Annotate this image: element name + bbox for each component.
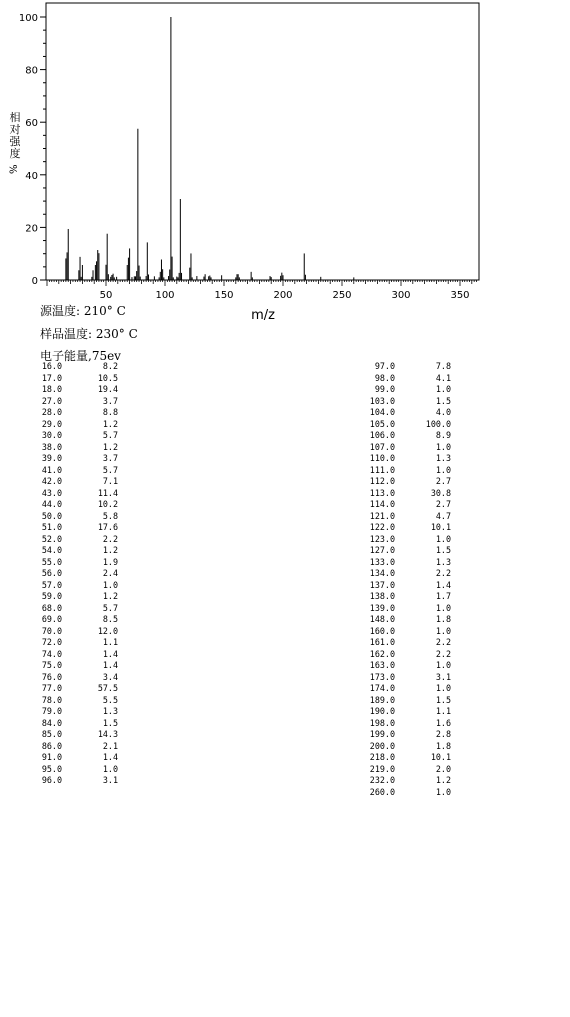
peak-abundance: 5.7	[102, 430, 118, 440]
peak-abundance: 1.3	[102, 706, 118, 716]
peak-row	[367, 637, 451, 649]
x-tick-label: 150	[214, 290, 234, 301]
peak-abundance: 1.5	[435, 545, 451, 555]
y-axis-label-char: 度	[9, 147, 21, 160]
peak-mz: 114.0	[369, 499, 395, 509]
peak-row	[34, 442, 118, 454]
peak-mz: 27.0	[41, 395, 62, 406]
peak-table-right	[367, 361, 451, 798]
peak-row	[34, 476, 118, 488]
peak-abundance: 1.5	[435, 694, 451, 705]
peak-abundance: 10.1	[430, 752, 451, 762]
peak-row	[34, 603, 118, 615]
peak-abundance: 2.7	[435, 476, 451, 486]
peak-mz: 29.0	[41, 418, 62, 429]
peak-row	[367, 706, 451, 718]
peak-abundance: 100.0	[425, 418, 451, 429]
peak-row	[367, 534, 451, 546]
source-temperature: 源温度: 210° C	[40, 304, 126, 318]
peak-mz: 51.0	[41, 522, 62, 532]
peak-mz: 162.0	[369, 648, 395, 659]
peak-mz: 198.0	[369, 717, 395, 728]
peak-abundance: 1.5	[102, 717, 118, 728]
peak-abundance: 8.5	[102, 614, 118, 624]
peak-row	[34, 522, 118, 534]
peak-abundance: 8.2	[102, 361, 118, 371]
peak-row	[34, 695, 118, 707]
peak-mz: 104.0	[369, 407, 395, 417]
peak-row	[34, 419, 118, 431]
peak-abundance: 1.4	[435, 579, 451, 590]
peak-abundance: 57.5	[97, 683, 118, 693]
peak-abundance: 1.8	[435, 740, 451, 751]
peak-row	[367, 476, 451, 488]
peak-abundance: 5.7	[102, 464, 118, 475]
peak-abundance: 3.7	[102, 395, 118, 406]
peak-row	[367, 695, 451, 707]
peak-abundance: 8.8	[102, 407, 118, 417]
peak-mz: 68.0	[41, 602, 62, 613]
peak-row	[367, 488, 451, 500]
peak-abundance: 1.0	[102, 763, 118, 774]
peak-mz: 199.0	[369, 729, 395, 739]
peak-mz: 52.0	[41, 533, 62, 544]
peak-row	[367, 522, 451, 534]
peak-mz: 160.0	[369, 625, 395, 636]
peak-row	[367, 453, 451, 465]
peak-mz: 110.0	[369, 453, 395, 463]
peak-mz: 57.0	[41, 579, 62, 590]
peak-abundance: 1.0	[435, 660, 451, 670]
peak-mz: 76.0	[41, 671, 62, 682]
peak-mz: 54.0	[41, 545, 62, 555]
y-tick-label: 20	[25, 223, 38, 235]
peak-mz: 44.0	[41, 499, 62, 509]
peak-row	[367, 660, 451, 672]
peak-abundance: 3.1	[435, 671, 451, 682]
peak-row	[34, 396, 118, 408]
x-tick-label: 50	[99, 290, 113, 301]
peak-row	[34, 499, 118, 511]
peak-mz: 218.0	[369, 752, 395, 762]
peak-mz: 75.0	[41, 660, 62, 670]
peak-mz: 112.0	[369, 476, 395, 486]
peak-mz: 74.0	[41, 648, 62, 659]
peak-abundance: 2.1	[102, 740, 118, 751]
peak-row	[367, 591, 451, 603]
peak-abundance: 30.8	[430, 487, 451, 498]
peak-row	[367, 718, 451, 730]
peak-abundance: 3.7	[102, 453, 118, 463]
peak-abundance: 4.7	[435, 510, 451, 521]
peak-abundance: 19.4	[97, 384, 118, 394]
peak-mz: 59.0	[41, 591, 62, 601]
peak-row	[367, 787, 451, 799]
peak-mz: 98.0	[374, 372, 395, 383]
peak-mz: 17.0	[41, 372, 62, 383]
peak-abundance: 2.2	[435, 568, 451, 578]
peak-mz: 50.0	[41, 510, 62, 521]
peak-abundance: 1.1	[435, 706, 451, 716]
peak-row	[367, 361, 451, 373]
peak-abundance: 10.5	[97, 372, 118, 383]
peak-mz: 111.0	[369, 464, 395, 475]
peak-abundance: 2.8	[435, 729, 451, 739]
peak-abundance: 1.0	[102, 579, 118, 590]
peak-mz: 232.0	[369, 775, 395, 785]
peak-abundance: 1.0	[435, 625, 451, 636]
peak-row	[34, 430, 118, 442]
peak-mz: 139.0	[369, 602, 395, 613]
peak-row	[367, 672, 451, 684]
peak-abundance: 1.0	[435, 786, 451, 797]
peak-mz: 127.0	[369, 545, 395, 555]
peak-mz: 77.0	[41, 683, 62, 693]
peak-abundance: 2.2	[435, 637, 451, 647]
peak-mz: 121.0	[369, 510, 395, 521]
peak-abundance: 1.0	[435, 683, 451, 693]
peak-mz: 86.0	[41, 740, 62, 751]
peak-row	[367, 407, 451, 419]
peak-row	[367, 442, 451, 454]
peak-abundance: 5.5	[102, 694, 118, 705]
peak-row	[34, 706, 118, 718]
peak-row	[367, 603, 451, 615]
peak-abundance: 3.1	[102, 775, 118, 785]
y-axis-label-char: 相	[9, 111, 21, 124]
peak-row	[34, 752, 118, 764]
peak-abundance: 1.2	[102, 545, 118, 555]
peak-row	[34, 488, 118, 500]
peak-mz: 97.0	[374, 361, 395, 371]
peak-abundance: 1.4	[102, 648, 118, 659]
peak-mz: 70.0	[41, 625, 62, 636]
peak-row	[34, 361, 118, 373]
peak-abundance: 1.1	[102, 637, 118, 647]
peak-mz: 18.0	[41, 384, 62, 394]
peak-abundance: 10.1	[430, 522, 451, 532]
peak-abundance: 1.8	[435, 614, 451, 624]
peak-mz: 16.0	[41, 361, 62, 371]
peak-row	[367, 396, 451, 408]
peak-abundance: 1.3	[435, 453, 451, 463]
peak-row	[367, 465, 451, 477]
peak-abundance: 1.3	[435, 556, 451, 567]
peak-row	[367, 568, 451, 580]
peak-mz: 122.0	[369, 522, 395, 532]
peak-abundance: 1.0	[435, 533, 451, 544]
peak-row	[367, 649, 451, 661]
peak-abundance: 1.4	[102, 752, 118, 762]
peak-abundance: 12.0	[97, 625, 118, 636]
peak-mz: 96.0	[41, 775, 62, 785]
peak-mz: 200.0	[369, 740, 395, 751]
y-axis-label-char: 对	[9, 123, 21, 136]
peak-row	[367, 373, 451, 385]
y-tick-label: 100	[18, 13, 38, 24]
peak-row	[34, 545, 118, 557]
peak-mz: 95.0	[41, 763, 62, 774]
peak-mz: 39.0	[41, 453, 62, 463]
peak-abundance: 2.7	[435, 499, 451, 509]
y-axis-label	[8, 112, 22, 178]
peak-row	[34, 764, 118, 776]
peak-row	[34, 637, 118, 649]
peak-row	[34, 407, 118, 419]
peak-mz: 219.0	[369, 763, 395, 774]
peak-row	[367, 741, 451, 753]
peak-mz: 41.0	[41, 464, 62, 475]
peak-mz: 55.0	[41, 556, 62, 567]
peak-abundance: 1.5	[435, 395, 451, 406]
chart-axes	[19, 3, 479, 301]
peak-mz: 105.0	[369, 418, 395, 429]
peak-row	[34, 534, 118, 546]
peak-mz: 173.0	[369, 671, 395, 682]
peak-row	[367, 557, 451, 569]
peak-abundance: 8.9	[435, 430, 451, 440]
peak-row	[367, 764, 451, 776]
peak-row	[34, 660, 118, 672]
peak-mz: 138.0	[369, 591, 395, 601]
peak-mz: 174.0	[369, 683, 395, 693]
peak-mz: 133.0	[369, 556, 395, 567]
plot-frame	[46, 3, 479, 280]
peak-mz: 190.0	[369, 706, 395, 716]
y-tick-label: 80	[25, 65, 38, 77]
peak-row	[34, 718, 118, 730]
peak-row	[34, 591, 118, 603]
peak-mz: 134.0	[369, 568, 395, 578]
peak-mz: 107.0	[369, 441, 395, 452]
peak-row	[367, 384, 451, 396]
x-tick-label: 250	[332, 290, 352, 301]
peak-mz: 163.0	[369, 660, 395, 670]
peak-mz: 79.0	[41, 706, 62, 716]
peak-row	[367, 545, 451, 557]
peak-mz: 161.0	[369, 637, 395, 647]
x-tick-label: 100	[155, 290, 175, 301]
peak-abundance: 1.7	[435, 591, 451, 601]
peak-row	[34, 580, 118, 592]
peak-mz: 99.0	[374, 384, 395, 394]
peak-row	[367, 511, 451, 523]
peak-row	[367, 419, 451, 431]
peak-row	[34, 453, 118, 465]
peak-row	[34, 683, 118, 695]
peak-row	[367, 683, 451, 695]
peak-row	[34, 568, 118, 580]
peak-row	[34, 741, 118, 753]
electron-energy: 电子能量,75ev	[40, 349, 121, 363]
peak-row	[34, 384, 118, 396]
peak-abundance: 7.8	[435, 361, 451, 371]
peak-abundance: 2.2	[435, 648, 451, 659]
peak-mz: 38.0	[41, 441, 62, 452]
peak-mz: 69.0	[41, 614, 62, 624]
peak-abundance: 1.6	[435, 717, 451, 728]
peak-mz: 123.0	[369, 533, 395, 544]
peak-row	[367, 752, 451, 764]
peak-mz: 56.0	[41, 568, 62, 578]
peak-row	[34, 729, 118, 741]
peak-row	[34, 775, 118, 787]
peak-mz: 260.0	[369, 786, 395, 797]
x-axis-label: m/z	[251, 308, 275, 323]
peak-abundance: 2.2	[102, 533, 118, 544]
peak-mz: 137.0	[369, 579, 395, 590]
peak-row	[367, 729, 451, 741]
peak-mz: 85.0	[41, 729, 62, 739]
peak-table-left	[34, 361, 118, 787]
peak-abundance: 1.2	[102, 441, 118, 452]
peak-mz: 106.0	[369, 430, 395, 440]
x-tick-label: 300	[391, 290, 411, 301]
peak-row	[34, 649, 118, 661]
peak-abundance: 3.4	[102, 671, 118, 682]
peak-row	[34, 465, 118, 477]
peak-row	[367, 775, 451, 787]
peak-mz: 30.0	[41, 430, 62, 440]
peak-row	[367, 614, 451, 626]
peak-abundance: 1.0	[435, 602, 451, 613]
y-tick-label: 40	[25, 170, 38, 182]
x-tick-label: 350	[450, 290, 470, 301]
peak-abundance: 5.7	[102, 602, 118, 613]
peak-abundance: 2.4	[102, 568, 118, 578]
peak-mz: 84.0	[41, 717, 62, 728]
peak-abundance: 4.1	[435, 372, 451, 383]
peak-mz: 91.0	[41, 752, 62, 762]
peak-abundance: 1.2	[435, 775, 451, 785]
y-axis-label-char: 强	[9, 135, 21, 148]
peak-abundance: 1.0	[435, 464, 451, 475]
peak-row	[34, 672, 118, 684]
peak-abundance: 1.2	[102, 591, 118, 601]
mass-spectrum-chart	[0, 0, 570, 330]
peak-row	[34, 614, 118, 626]
y-axis-unit: %	[9, 164, 20, 174]
peak-mz: 28.0	[41, 407, 62, 417]
sample-temperature: 样品温度: 230° C	[40, 327, 138, 341]
peak-row	[34, 557, 118, 569]
chart-peaks	[66, 17, 354, 280]
peak-mz: 42.0	[41, 476, 62, 486]
peak-abundance: 14.3	[97, 729, 118, 739]
peak-abundance: 1.2	[102, 418, 118, 429]
y-tick-label: 0	[31, 276, 38, 287]
peak-abundance: 11.4	[97, 487, 118, 498]
peak-abundance: 1.4	[102, 660, 118, 670]
peak-abundance: 5.8	[102, 510, 118, 521]
peak-abundance: 1.0	[435, 441, 451, 452]
peak-mz: 113.0	[369, 487, 395, 498]
peak-abundance: 7.1	[102, 476, 118, 486]
peak-abundance: 2.0	[435, 763, 451, 774]
peak-row	[34, 511, 118, 523]
peak-mz: 72.0	[41, 637, 62, 647]
peak-row	[367, 580, 451, 592]
peak-row	[34, 626, 118, 638]
peak-mz: 148.0	[369, 614, 395, 624]
peak-abundance: 1.0	[435, 384, 451, 394]
peak-row	[367, 626, 451, 638]
peak-row	[367, 430, 451, 442]
peak-abundance: 10.2	[97, 499, 118, 509]
peak-mz: 43.0	[41, 487, 62, 498]
peak-mz: 189.0	[369, 694, 395, 705]
y-tick-label: 60	[25, 118, 38, 130]
peak-mz: 103.0	[369, 395, 395, 406]
peak-abundance: 1.9	[102, 556, 118, 567]
peak-mz: 78.0	[41, 694, 62, 705]
peak-abundance: 17.6	[97, 522, 118, 532]
peak-row	[34, 373, 118, 385]
peak-row	[367, 499, 451, 511]
x-tick-label: 200	[273, 290, 293, 301]
peak-abundance: 4.0	[435, 407, 451, 417]
